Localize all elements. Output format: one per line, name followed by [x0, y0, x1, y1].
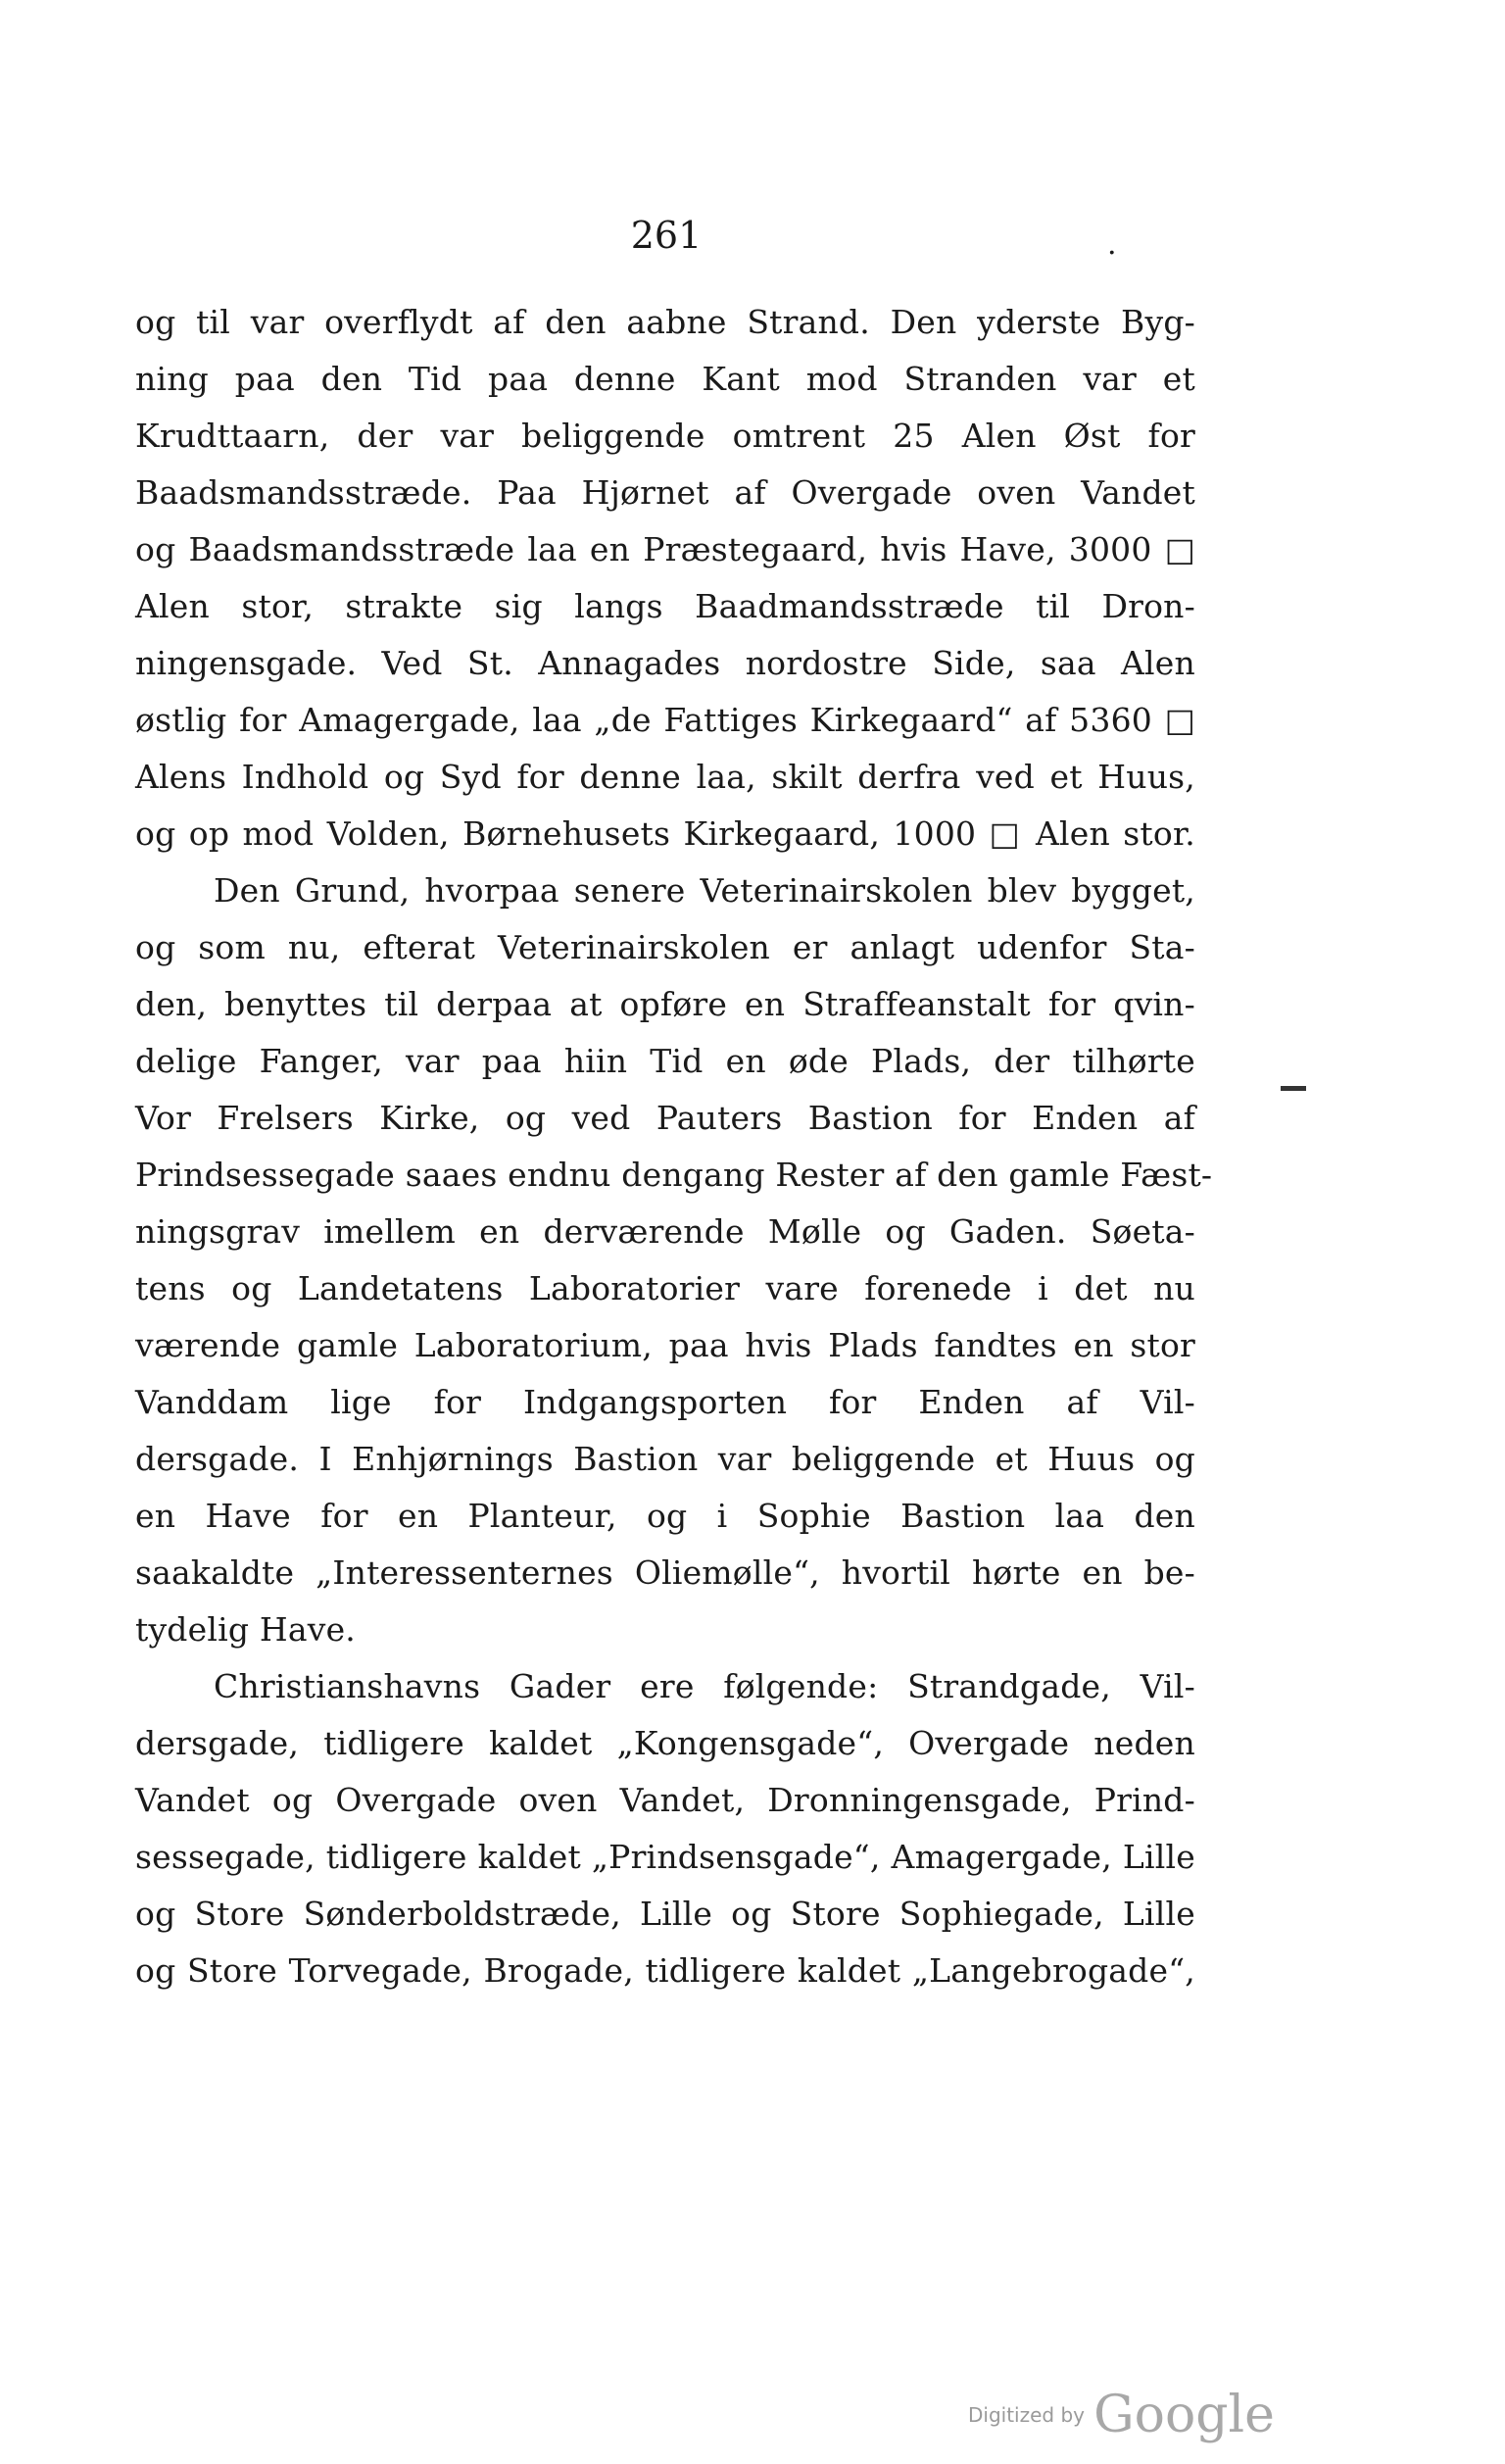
text-line: ning paa den Tid paa denne Kant mod Stranden var et — [135, 360, 1195, 398]
paragraph-3 — [135, 1658, 1195, 1999]
text-line: Prindsessegade saaes endnu dengang Rester af den gamle Fæst- — [135, 1156, 1213, 1194]
text-line: ningensgade. Ved St. Annagades nordostre Side, saa Alen — [135, 644, 1195, 682]
text-line: Vor Frelsers Kirke, og ved Pauters Bastion for Enden af — [135, 1099, 1195, 1137]
text-line: dersgade. I Enhjørnings Bastion var beliggende et Huus og — [135, 1440, 1195, 1478]
text-line: ningsgrav imellem en derværende Mølle og Gaden. Søeta- — [135, 1212, 1195, 1251]
body-text — [135, 294, 1213, 1999]
text-line: østlig for Amagergade, laa „de Fattiges Kirkegaard“ af 5360 □ — [135, 701, 1195, 739]
text-line: og som nu, efterat Veterinairskolen er anlagt udenfor Sta- — [135, 928, 1195, 966]
text-line: saakaldte „Interessenternes Oliemølle“, hvortil hørte en be- — [135, 1553, 1195, 1592]
paragraph-1 — [135, 294, 1195, 862]
text-line: Vanddam lige for Indgangsporten for Enden af Vil- — [135, 1383, 1195, 1421]
text-line: Alen stor, strakte sig langs Baadmandsstræde til Dron- — [135, 587, 1195, 625]
text-line: Krudttaarn, der var beliggende omtrent 25 Alen Øst for — [135, 417, 1195, 455]
text-line: dersgade, tidligere kaldet „Kongensgade“, Overgade neden — [135, 1724, 1195, 1762]
text-line: Den Grund, hvorpaa senere Veterinairskolen blev bygget, — [214, 871, 1195, 910]
text-line: og Baadsmandsstræde laa en Præstegaard, hvis Have, 3000 □ — [135, 530, 1195, 568]
margin-dash — [1281, 1086, 1306, 1091]
google-logo: Google — [1093, 2386, 1275, 2444]
text-line: den, benyttes til derpaa at opføre en Straffeanstalt for qvin- — [135, 985, 1195, 1023]
text-line: Christianshavns Gader ere følgende: Strandgade, Vil- — [214, 1667, 1195, 1705]
text-line: Vandet og Overgade oven Vandet, Dronningensgade, Prind- — [135, 1781, 1195, 1819]
text-line: tydelig Have. — [135, 1610, 356, 1649]
page-number: 261 — [630, 214, 703, 257]
digitized-watermark — [968, 2386, 1275, 2444]
text-line: delige Fanger, var paa hiin Tid en øde Plads, der tilhørte — [135, 1042, 1195, 1080]
text-line: og Store Sønderboldstræde, Lille og Store Sophiegade, Lille — [135, 1895, 1195, 1933]
text-line: sessegade, tidligere kaldet „Prindsensgade“, Amagergade, Lille — [135, 1838, 1195, 1876]
text-line: værende gamle Laboratorium, paa hvis Plads fandtes en stor — [135, 1326, 1195, 1364]
stray-mark: . — [1107, 227, 1117, 262]
text-line: og til var overflydt af den aabne Strand. Den yderste Byg- — [135, 303, 1195, 341]
paragraph-2 — [135, 862, 1213, 1658]
digitized-label: Digitized by — [968, 2403, 1085, 2427]
text-line: Baadsmandsstræde. Paa Hjørnet af Overgade oven Vandet — [135, 473, 1195, 512]
text-line: tens og Landetatens Laboratorier vare forenede i det nu — [135, 1269, 1195, 1307]
text-line: Alens Indhold og Syd for denne laa, skilt derfra ved et Huus, — [135, 758, 1195, 796]
text-line: og Store Torvegade, Brogade, tidligere kaldet „Langebrogade“, — [135, 1951, 1195, 1990]
text-line: og op mod Volden, Børnehusets Kirkegaard, 1000 □ Alen stor. — [135, 814, 1195, 853]
text-line: en Have for en Planteur, og i Sophie Bastion laa den — [135, 1497, 1195, 1535]
